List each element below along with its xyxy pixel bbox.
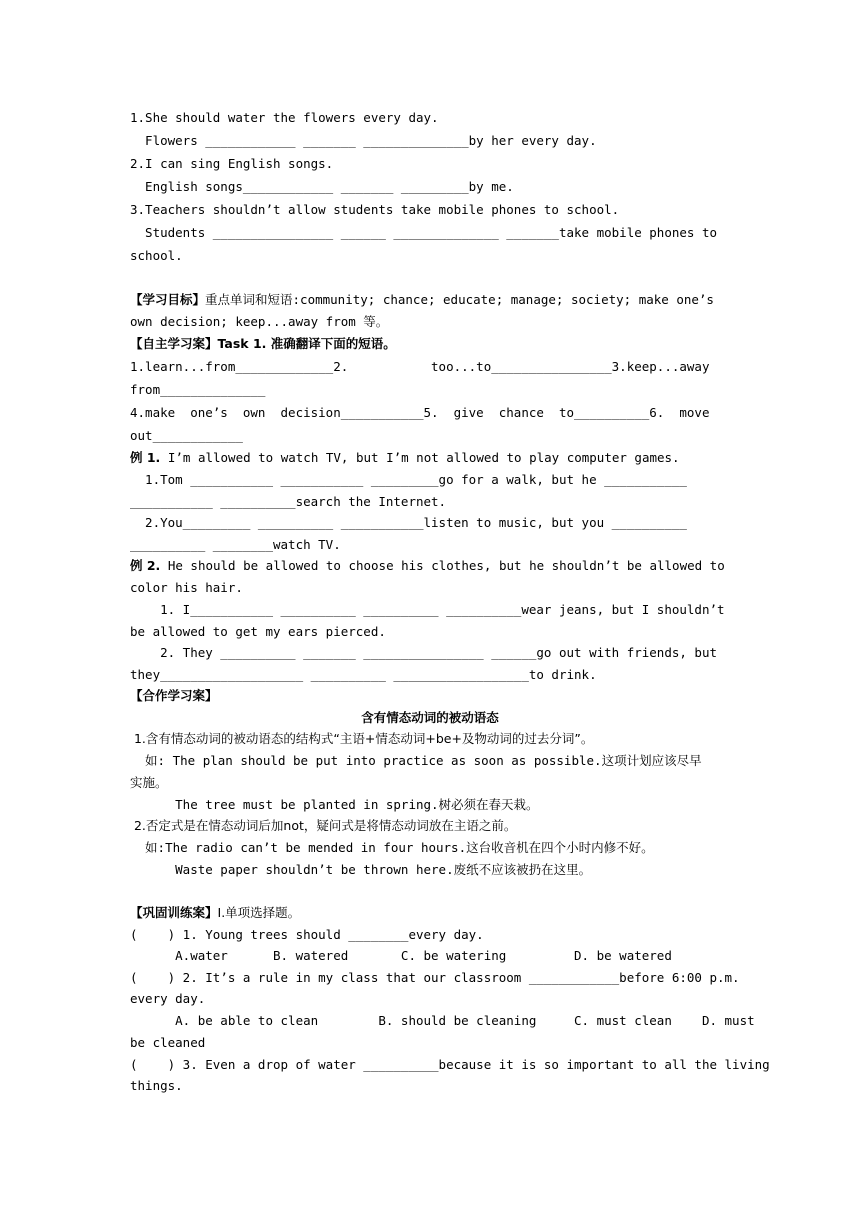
question-1-answer-line: Flowers ____________ _______ ______________by her every day.: [130, 133, 597, 148]
phrase-line-3: 4.make one’s own decision___________5. give chance to__________6. move: [130, 405, 710, 420]
learning-goals-text: 重点单词和短语:community; chance; educate; manage; society; make one’s: [205, 292, 714, 307]
question-3: 3.Teachers shouldn’t allow students take mobile phones to school.: [130, 202, 620, 217]
example-1-exercise-2: 2.You_________ __________ ___________listen to music, but you __________: [130, 515, 687, 530]
phrase-line-1: 1.learn...from_____________2. too...to________________3.keep...away: [130, 359, 710, 374]
question-3-answer-line: Students ________________ ______ ______________ _______take mobile phones to: [130, 225, 717, 240]
grammar-example-2: The tree must be planted in spring.树必须在春天栽。: [130, 797, 539, 812]
mc-question-2-cont: every day.: [130, 991, 206, 1006]
example-2-sentence-cont: color his hair.: [130, 580, 243, 595]
example-2-exercise-1: 1. I___________ __________ __________ __________wear jeans, but I shouldn’t: [130, 602, 725, 617]
coop-study-title: 含有情态动词的被动语态: [361, 710, 499, 725]
mc-question-3-cont: things.: [130, 1078, 183, 1093]
question-2-answer-line: English songs____________ _______ _________by me.: [130, 179, 514, 194]
example-1: [130, 450, 730, 466]
phrase-line-4: out____________: [130, 428, 243, 443]
learning-goals-label: 【学习目标】: [130, 292, 206, 307]
example-2-label: 例 2.: [130, 558, 161, 573]
mc-question-2: ( ) 2. It’s a rule in my class that our classroom ____________before 6:00 p.m.: [130, 970, 740, 985]
example-1-exercise-2-cont: __________ ________watch TV.: [130, 537, 341, 552]
practice-label: 【巩固训练案】: [130, 905, 218, 920]
mc-question-1-options: A.water B. watered C. be watering D. be watered: [130, 948, 672, 963]
grammar-point-2: 2.否定式是在情态动词后加not，疑问式是将情态动词放在主语之前。: [130, 818, 517, 833]
mc-question-1: ( ) 1. Young trees should ________every day.: [130, 927, 484, 942]
learning-goals-cont: own decision; keep...away from 等。: [130, 314, 389, 329]
example-1-sentence: I’m allowed to watch TV, but I’m not allowed to play computer games.: [160, 450, 680, 465]
example-2-exercise-2-cont: they___________________ __________ __________________to drink.: [130, 667, 597, 682]
grammar-example-4: Waste paper shouldn’t be thrown here.废纸不应该被扔在这里。: [130, 862, 592, 877]
grammar-example-1: 如: The plan should be put into practice as soon as possible.这项计划应该尽早: [130, 753, 702, 768]
example-2: [130, 558, 730, 574]
practice-heading: [130, 905, 730, 921]
mc-question-2-options-cont: be cleaned: [130, 1035, 206, 1050]
self-study-label: 【自主学习案】: [130, 336, 218, 351]
example-1-exercise-1: 1.Tom ___________ ___________ _________go for a walk, but he ___________: [130, 472, 687, 487]
task-1-title: Task 1. 准确翻译下面的短语。: [217, 336, 396, 351]
phrase-line-2: from______________: [130, 382, 266, 397]
learning-goals: [130, 292, 730, 308]
self-study-heading: [130, 336, 730, 352]
example-2-sentence: He should be allowed to choose his clothes, but he shouldn’t be allowed to: [160, 558, 725, 573]
example-1-label: 例 1.: [130, 450, 161, 465]
grammar-example-3: 如:The radio can’t be mended in four hours.这台收音机在四个小时内修不好。: [130, 840, 654, 855]
grammar-example-1-cont: 实施。: [130, 775, 168, 790]
question-1: 1.She should water the flowers every day.: [130, 110, 439, 125]
example-2-exercise-2: 2. They __________ _______ ________________ ______go out with friends, but: [130, 645, 717, 660]
coop-study-label: 【合作学习案】: [130, 688, 218, 703]
mc-question-3: ( ) 3. Even a drop of water __________because it is so important to all the living: [130, 1057, 770, 1072]
question-3-answer-line-cont: school.: [130, 248, 183, 263]
grammar-point-1: 1.含有情态动词的被动语态的结构式“主语+情态动词+be+及物动词的过去分词”。: [130, 731, 594, 746]
practice-section-title: I.单项选择题。: [217, 905, 301, 920]
question-2: 2.I can sing English songs.: [130, 156, 334, 171]
example-1-exercise-1-cont: ___________ __________search the Internet.: [130, 494, 447, 509]
mc-question-2-options: A. be able to clean B. should be cleaning C. must clean D. must: [130, 1013, 755, 1028]
example-2-exercise-1-cont: be allowed to get my ears pierced.: [130, 624, 386, 639]
